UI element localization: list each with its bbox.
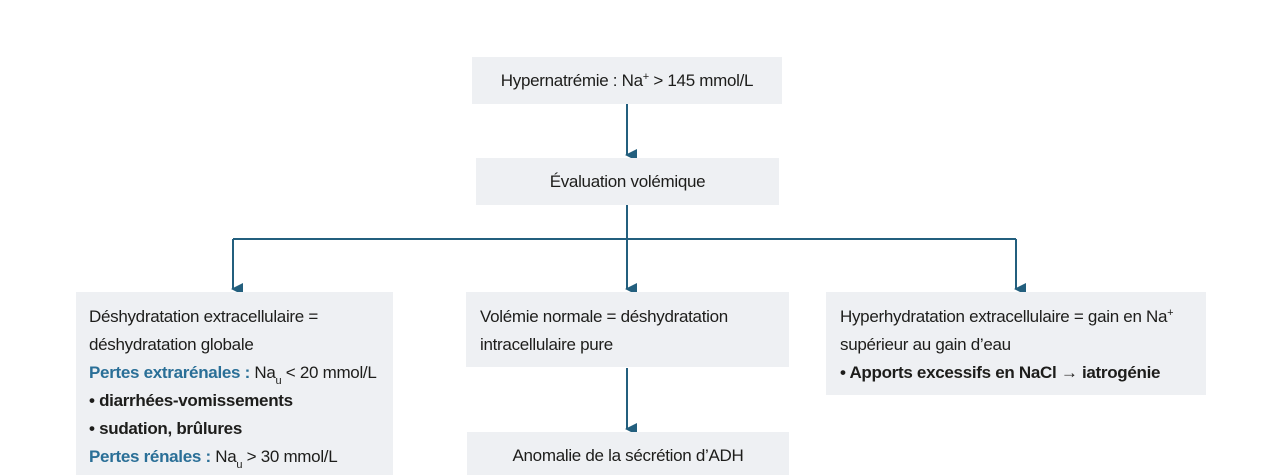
right-item-1: • Apports excessifs en NaCl → iatrogénie	[840, 363, 1161, 382]
node-volemie-normale	[466, 292, 789, 367]
extrarenal-item-1: • diarrhées-vomissements	[89, 391, 293, 410]
middle-line2: intracellulaire pure	[480, 335, 613, 354]
left-line2: déshydratation globale	[89, 335, 254, 354]
node-hypernatremie	[472, 57, 782, 104]
right-line2: supérieur au gain d’eau	[840, 335, 1011, 354]
node-anomalie-adh	[467, 432, 789, 475]
extrarenal-title: Pertes extrarénales :	[89, 363, 250, 382]
node-deshydratation-extracellulaire	[76, 292, 393, 475]
renal-title: Pertes rénales :	[89, 447, 211, 466]
node-hypernatremie-text: Hypernatrémie : Na+ > 145 mmol/L	[500, 70, 754, 90]
right-line1: Hyperhydratation extracellulaire = gain en Na+	[840, 307, 1174, 326]
node-evaluation-text: Évaluation volémique	[549, 171, 706, 191]
left-line1: Déshydratation extracellulaire =	[89, 307, 318, 326]
middle-line1: Volémie normale = déshydratation	[480, 307, 728, 326]
middle-child-text: Anomalie de la sécrétion d’ADH	[512, 446, 744, 465]
extrarenal-item-2: • sudation, brûlures	[89, 419, 242, 438]
node-hyperhydratation-extracellulaire	[826, 292, 1206, 395]
node-evaluation-volemique	[476, 158, 779, 205]
renal-losses: Pertes rénales : $Na_u > 30$ mmol/L	[89, 447, 338, 471]
extrarenal-losses: Pertes extrarénales : $Na_u < 20$ mmol/L	[89, 363, 377, 387]
